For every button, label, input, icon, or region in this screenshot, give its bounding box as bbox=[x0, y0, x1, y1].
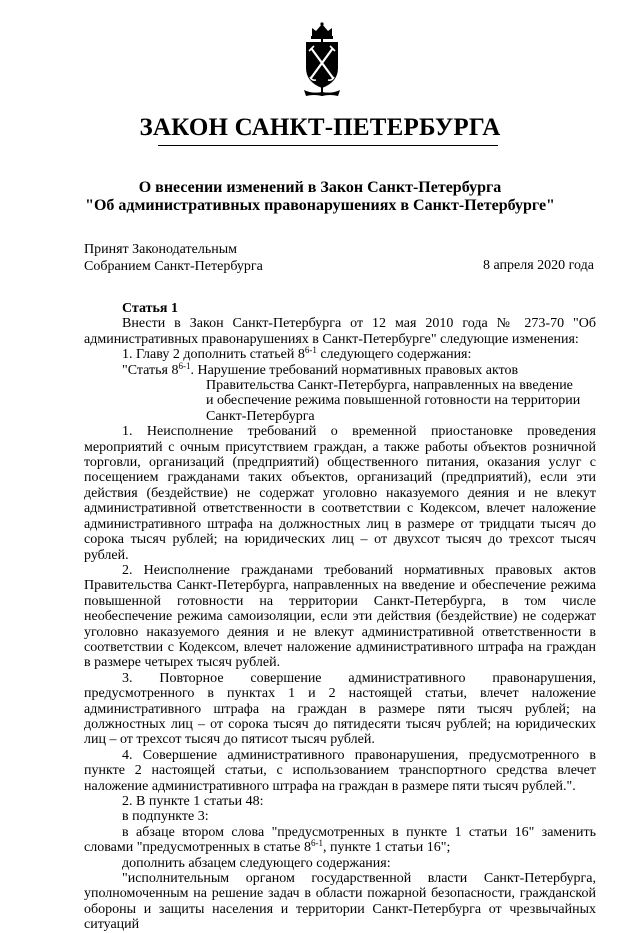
new-article-heading-cont1: Правительства Санкт-Петербурга, направленных на введение bbox=[206, 378, 573, 394]
amendment-item-2: 2. В пункте 1 статьи 48: bbox=[122, 794, 264, 809]
law-subtitle-line1: О внесении изменений в Закон Санкт-Петербурга bbox=[138, 179, 502, 196]
adoption-line2: Собранием Санкт-Петербурга bbox=[84, 259, 263, 274]
document-title: ЗАКОН САНКТ-ПЕТЕРБУРГА bbox=[139, 114, 501, 141]
quoted-paragraph: "исполнительным органом государственной власти Санкт-Петербурга, уполномоченным на решение задач в области пожарной безопасности, гражданской обороны и защиты населения и территории Санкт-Петербурга от чрезвычайных ситуаций bbox=[84, 871, 596, 933]
paragraph-3: 3. Повторное совершение административного правонарушения, предусмотренного в пунктах 1 и 2 настоящей статьи, влечет наложение административного штрафа на граждан в размере пяти тысяч рублей; на должностных лиц – от сорока тысяч до пятидесяти тысяч рублей; на юридических лиц – от трехсот тысяч до пятисот тысяч рублей. bbox=[84, 670, 596, 748]
article-label: Статья 1 bbox=[122, 301, 178, 316]
adoption-line1: Принят Законодательным bbox=[84, 242, 237, 257]
add-paragraph-clause: дополнить абзацем следующего содержания: bbox=[122, 855, 391, 871]
subclause-3: в подпункте 3: bbox=[122, 809, 209, 825]
adoption-date: 8 апреля 2020 года bbox=[483, 258, 594, 273]
adoption-block bbox=[84, 241, 263, 275]
new-article-heading-cont3: Санкт-Петербурга bbox=[206, 408, 315, 424]
new-article-heading: "Статья 8$^{6-1}$. Нарушение требований нормативных правовых актов bbox=[122, 360, 519, 378]
paragraph-2: 2. Неисполнение гражданами требований нормативных правовых актов Правительства Санкт-Петербурга, направленных на введение и обеспечение режима повышенной готовности на территории Санкт-Петербурга, в том числе необеспечение режима самоизоляции, если эти действия (бездействие) не содержат уголовно наказуемого деяния и не влекут административной ответственности в соответствии с Кодексом, влечет наложение административного штрафа на граждан в размере четырех тысяч рублей. bbox=[84, 562, 596, 671]
article-intro: Внести в Закон Санкт-Петербурга от 12 мая 2010 года № 273-70 "Об административных правонарушениях в Санкт-Петербурге" следующие изменения: bbox=[84, 316, 596, 347]
title-underline bbox=[158, 145, 498, 146]
amendment-item-1: 1. Главу 2 дополнить статьей 8$^{6-1}$ следующего содержания: bbox=[122, 345, 472, 363]
paragraph-4: 4. Совершение административного правонарушения, предусмотренного в пункте 2 настоящей статьи, с использованием транспортного средства влечет наложение административного штрафа на граждан в размере пяти тысяч рублей.". bbox=[84, 747, 596, 794]
new-article-heading-cont2: и обеспечение режима повышенной готовности на территории bbox=[206, 393, 581, 409]
spb-coat-of-arms-icon bbox=[298, 22, 346, 98]
article-body bbox=[84, 301, 596, 933]
law-subtitle-line2: "Об административных правонарушениях в Санкт-Петербурге" bbox=[85, 197, 555, 214]
replacement-clause: в абзаце втором слова "предусмотренных в пункте 1 статьи 16" заменить словами "предусмотренных в статье 8$^{6-1}$, пункте 1 статьи 16"; bbox=[84, 824, 596, 856]
paragraph-1: 1. Неисполнение требований о временной приостановке проведения мероприятий с очным присутствием граждан, а также работы объектов розничной торговли, организаций (предприятий) общественного питания, оказания услуг с посещением гражданами таких объектов, организаций (предприятий), если эти действия (бездействие) не содержат уголовно наказуемого деяния и не влекут административной ответственности в соответствии с Кодексом, влечет наложение административного штрафа на должностных лиц в размере от тридцати тысяч до сорока тысяч рублей; на юридических лиц – от двухсот тысяч до трехсот тысяч рублей. bbox=[84, 424, 596, 563]
